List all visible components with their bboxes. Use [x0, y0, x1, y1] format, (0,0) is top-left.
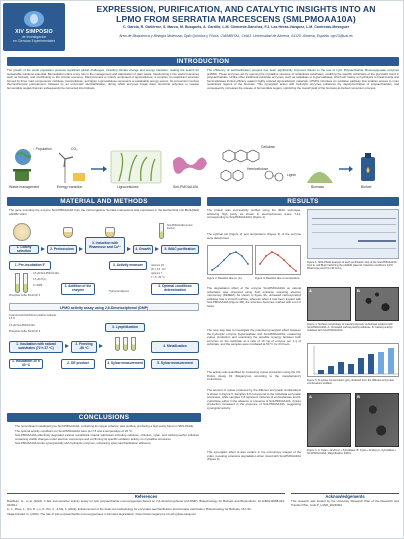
sds-page-gel [307, 209, 399, 259]
assay-note-buffer: Phosphate buffer 50mM pH 6 [9, 294, 41, 297]
optimum-ph-label: optimum pH [151, 264, 164, 267]
label-lignin: Lignin [287, 173, 297, 177]
conclusion-item: • SmLPMOAA10A works synergistically with hydrolytic enzymes, enhancing xylan saccharification efficiency. [15, 442, 199, 446]
label-waste: Waste management [9, 185, 40, 189]
substrate-note: Xylan/Avicel/Chitin/Microcrystalline Cellulose 0,5 % [9, 314, 57, 320]
step-optimal-conditions: 4. Optimal conditions determination [151, 283, 199, 295]
poster-header [1, 1, 404, 53]
step-preinoculum: 2. Preinoculum [47, 245, 77, 254]
figure6-caption: Figure 6. A: Xylan + Endoxyl + Xylosidase; B: Xylan + Endoxyl + Xylosidase + SmLPMOAA10A. Magnification 2000×. [307, 449, 397, 456]
test-tube-icon [23, 273, 28, 293]
column-icon [159, 223, 164, 239]
step-sylow-measure: 3. Sylow measurement [105, 359, 145, 369]
acknowledgements-text: This research was funded by the University Research Plan of the Research and Transfer Plan, code P_LAND_2023/004. [291, 500, 399, 507]
temperature-activity-plot [255, 245, 301, 275]
lpmo-fraction-note: SmLPMOAA10A protein fraction [167, 224, 193, 230]
author-list: C. García, R. Gutiérrez, S. Marco, M. Busquets, A. Carrillo, L.M. Clemente-Sanchez, F.J. Las Heras-Vázquez, L.M. Contreras-Meseguer [122, 25, 350, 29]
intro-paragraph-2: The efficiency of saccharification process has been significantly improved thanks to the use of Lytic Polysaccharide Monooxygenase enzymes (LPMO). These enzymes act by opening the crystalline structure of recalcitrant substrates, oxidizing the specific substrates of the glycosidic bond in polysaccharides. Unlike other traditional substrate enzymes, such as cellulases or β-glucosidases, which act mainly on hydrolysis to break bonds and hemicellulases limited efficacy against highly ordered lignocellulosic materials, LPMOs introduce an oxidative pathway that enables access to more recalcitrant regions of the biomass. This synergistic action with hydrolytic enzymes enhances the depolymerization of polysaccharides, and consequently, increases the release of fermentable sugars, optimizing the overall yield of the biomass-to-biofuel conversion process. [207, 69, 399, 90]
figure1-caption: Figure 1. SDS-PAGE analysis of each purification step of the SmLPMOAA10A from E. coli BL21 harboring the pADM2 plasmid. Induction conditions 0,2% Rhamnose and 0,5 mM CuCl₂. [307, 261, 397, 271]
step-lyophilization: 3. Lyophilization [105, 323, 145, 332]
hydrocoerulignone-label: Hydrocoerulignone [109, 290, 130, 293]
arrow-icon [41, 247, 45, 251]
step-de-product: 2. DE product [61, 359, 95, 369]
step-sylow: 5. Sylow measurement [151, 359, 199, 369]
results-paragraph-7: This synergistic effect is also evident in the microscopy images of the xylan, revealing extensive degradation when mixed with SmLPMOAA10A (Figure 6). [207, 451, 301, 461]
vial-icon [115, 337, 120, 351]
test-tube-icon [15, 273, 20, 293]
step-enzyme-addition: 2. Addition of the enzyme [61, 283, 95, 295]
acknowledgements-section [291, 493, 399, 537]
symposium-logo [3, 3, 65, 51]
sem-xylan-lpmo [355, 393, 399, 447]
results-paragraph-2: The optimal pH (Figure 2) and temperature (Figure 3) of the enzyme were determined. [207, 233, 301, 240]
methods-intro: The gene encoding the enzyme SmLPMOAA10A from the microorganism Serratia marcescens was expressed in the Escherichia coli BL21(DE3) pADM2 strain. [9, 209, 199, 216]
vial-icon [131, 337, 136, 351]
ph-activity-plot [207, 245, 253, 275]
results-paragraph-4: The next step was to investigate the potential synergistic effect between the hydrolytic enzyme β-glucosidase and SmLPMOAA10A, measuring xylose production and examining the possible synergy between both enzymes on the substrate at a ratio of 10 mg of enzyme per 1 g of substrate, and the samples were incubated at 50 °C for 24 hours. [207, 329, 301, 346]
affiliation: Área de Bioquímica y Biología Molecular, Dpto Química y Física, CIAIMBITAL, CeiA3. Universidad de Almería, 04120, Almería, España. cgc23@ual.es [119, 34, 353, 38]
title-line1: EXPRESSION, PURIFICATION, AND CATALYTIC INSIGHTS INTO AN [96, 4, 376, 14]
figure2-caption: Figure 2. Reaction rate vs. pH. [207, 277, 243, 280]
sem-image-treated [355, 287, 399, 321]
label-lignocellulose: Lignocellulose [117, 185, 139, 189]
cellulose-structure [223, 150, 259, 162]
materials-heading: MATERIAL AND METHODS [7, 197, 201, 206]
protein-icon [173, 157, 207, 174]
arrow-icon [65, 344, 69, 348]
panel-label-a: A [309, 394, 312, 399]
label-cellulose: Cellulose [261, 145, 275, 149]
vial-icon [123, 337, 128, 351]
conclusion-item: • The recombinant metalloenzyme SmLPMOAA10A, containing its copper cofactor, was purified, producing a high purity band on SDS-PAGE. [15, 425, 199, 429]
sem-xylan-control [307, 393, 351, 447]
intro-paragraph-1: The growth of the world population presents significant global challenges, including climate change and energy transition, making the search for sustainable solutions essential. Biomediation plans a key role in the management and valorization of plant waste, transforming it into useful resources such as biofuels, and contributing to the circular economy. Plant biomass is mainly composed of lignocellulose, a complex of recalcitrant structure formed by three main components: cellulose, hemicellulose, and lignin. Lignocellulose represents a sustainable energy source. Its conversion involves thermochemical pretreatment, followed by an enzymatic saccharification, during which enzymes break down structural polymers to release fermentable sugars that can subsequently be converted into biofuels. [7, 69, 199, 90]
sem-image-untreated [307, 287, 351, 321]
lignin-structure [265, 171, 283, 181]
gel-band [312, 218, 396, 219]
assay-note-dmp: 1m DMP [33, 284, 43, 287]
label-enzyme: SmLPMOAA10A [173, 185, 199, 189]
gel-band [312, 248, 396, 249]
xylose-bar-chart [307, 343, 399, 377]
label-hemicellulose: Hemicellulose [247, 167, 269, 171]
brain-icon [24, 11, 44, 27]
optimum-t-label: optimum T [151, 272, 163, 275]
dmp-assay-title: LPMO activity assay using 2,6-Dimetoxiphenol (DMP) [9, 303, 199, 311]
biomass-icon [307, 172, 333, 183]
results-paragraph-5: The activity was quantified by measuring xylose production using the 3,5-Dinitro Assay Kit (Megazyme) according to the manufacturer's instructions. [207, 371, 301, 381]
title-line2: LPMO FROM SERRATIA MARCESCENS (SMLPMOAA10A) [116, 14, 356, 24]
step-growth: 4. Growth [133, 245, 153, 254]
figure4-caption: Figure 4. Surface morphology of natural polymeric substrates oxidized with SmLPMOAA10A. A. Untreated carboxymethyl cellulose, B. Carboxymethyl cellulose with SmLPMOAA10A. [307, 323, 393, 333]
buffer-note: Phosphate buffer 50mM pH 6 [9, 330, 41, 333]
step-imac: 5. IMAC purification [161, 245, 199, 254]
assay-note-enzyme: 0,5 μM SmLPMOAA10A [33, 272, 59, 275]
step-induction: 3. Induction with Rhamnose and Cu²⁺ [85, 237, 125, 254]
energy-icon [73, 173, 85, 181]
references-heading: References [134, 494, 158, 499]
gel-band-lpmo [358, 240, 396, 242]
step-activity-measure: 3. Activity measure [109, 261, 147, 270]
arrow-icon [99, 344, 103, 348]
arrow-icon [155, 247, 159, 251]
step-preincubation: 1. Pre-incubation 5' [9, 261, 51, 270]
poster-title [71, 4, 401, 24]
label-biomass: Biomass [311, 185, 325, 189]
wind-turbine-icon [59, 153, 73, 167]
label-biofuel: Biofuel [361, 185, 372, 189]
arrow-icon [79, 247, 83, 251]
results-paragraph-1: The protein was successfully purified using the IMAC technique, achieving high purity as shown in electrophoresis (Lane 7-12, corresponding to SmLPMOAA10A) (Figure 1). [207, 209, 301, 219]
intro-figure [7, 143, 399, 193]
enzyme-conc-note: 0,5 μM SmLPMOAA10A [9, 324, 35, 327]
reference-item: Vaaje-Kolstad, G. (2010). The role of lytic polysaccharide monooxygenases in biomass degradation. https://www.megazyme.com/d-xylose-assay-kit [7, 512, 196, 516]
label-co2: CO₂ [71, 147, 78, 151]
figure3-caption: Figure 3. Reaction rate vs temperature. [255, 277, 301, 280]
gel-band [312, 224, 396, 225]
panel-label-b: B [357, 288, 360, 293]
reference-item: Brasileiro, G., et al. (2024). A fast and sensitive activity assay for lytic polysaccharide monooxygenase based on 2,6-dimethoxyphenol (2,6-DMP). Biotechnology for Biofuels and Bioproducts, 10.1186/s13068-024-02494-z [7, 500, 285, 507]
petri-dish-icon [13, 223, 31, 241]
step-metallization: 4. Metallization [151, 341, 199, 353]
gel-band [312, 232, 396, 233]
label-population: ↑ Population [33, 147, 52, 151]
conclusions-heading: CONCLUSIONS [7, 413, 201, 422]
panel-label-b: B [357, 394, 360, 399]
ph-curve [208, 246, 254, 276]
step-incubation-20h: 1. Incubation 20 h 40 ºC [9, 359, 43, 369]
step-natural-substrates: 1. Incubation with natural substrates (72 h 37 ºC) [9, 341, 63, 353]
results-paragraph-3: The degradation effect of the enzyme SmLPMOAA10A on natural substrates was observed using field emission scanning electron microscopy (FESEM). As shown in figure 4A, untreated carboxymethyl cellulose has a smooth surface, whereas when it has been treated with SmLPMOAA10A (Figure 4B), the structure becomes marked with a lot of holes. [207, 287, 301, 308]
acknowledgements-heading: Acknowledgements [325, 494, 365, 499]
conclusion-item: • The optimal activity conditions for SmLPMOAA10A were pH 7.5 and a temperature of 25 °C. [15, 430, 199, 434]
logo-line1: XIV SIMPOSIO [15, 29, 53, 35]
arrow-icon [127, 247, 131, 251]
results-paragraph-6: The amount of xylose produced by the different enzymatic combinations is shown in Figure 5. Samples 3-6 correspond to the individual enzymatic processes, while samples 7-8 represent mixtures of endoxylanase and β-xylosidase, either in the absence or presence of SmLPMOAA10A. Xylose production increased in the presence of SmLPMOAA10A, suggesting synergistic activity. [207, 389, 301, 410]
results-heading: RESULTS [207, 197, 399, 206]
step-colony-selection: 1. Colony selection [9, 245, 39, 254]
flask-icon [63, 227, 73, 238]
label-energy: Energy transition [57, 185, 83, 189]
logo-line2: de Investigación [21, 35, 47, 39]
step-freezing: 2. Freezing -80 ºC [71, 341, 97, 353]
figure5-caption: Figure 5. D-xylose concentration (g/L) obtained from the different enzymatic combinations studied. [307, 379, 394, 386]
panel-label-a: A [309, 288, 312, 293]
conclusions-list [11, 425, 199, 446]
optimum-t-range: T = 5 - 80 °C [151, 276, 165, 279]
hemicellulose-structure [221, 170, 243, 181]
conclusion-item: • SmLPMOAA10A effectively degraded various recalcitrant natural substrates including cellulose, chitosan, xylan, and carboxymethyl cellulose containing visible changes under electron microscope and confirming its specific oxidation activity on crystalline structures. [15, 434, 199, 441]
xylose-bars [308, 344, 400, 378]
temperature-curve [256, 246, 302, 276]
assay-note-h2o2: 4,5 μM H₂O₂ [33, 278, 47, 281]
waste-icon [15, 171, 29, 181]
logo-line3: en Ciencias Experimentales [12, 39, 56, 43]
references-section [7, 493, 285, 537]
introduction-heading: INTRODUCTION [7, 57, 399, 66]
reference-item: Li, J., Zhao, L., Qin, R., Lu, P., Wu, X., & Ma, F. (2023). Enhancement of the fresh-cut methodology for enzymatic saccharification and biomass valorization. Biotechnology for Biofuels, 16:1:62. [7, 508, 252, 511]
optimum-ph-range: pH = 5,5 - 8,2 [151, 268, 166, 271]
